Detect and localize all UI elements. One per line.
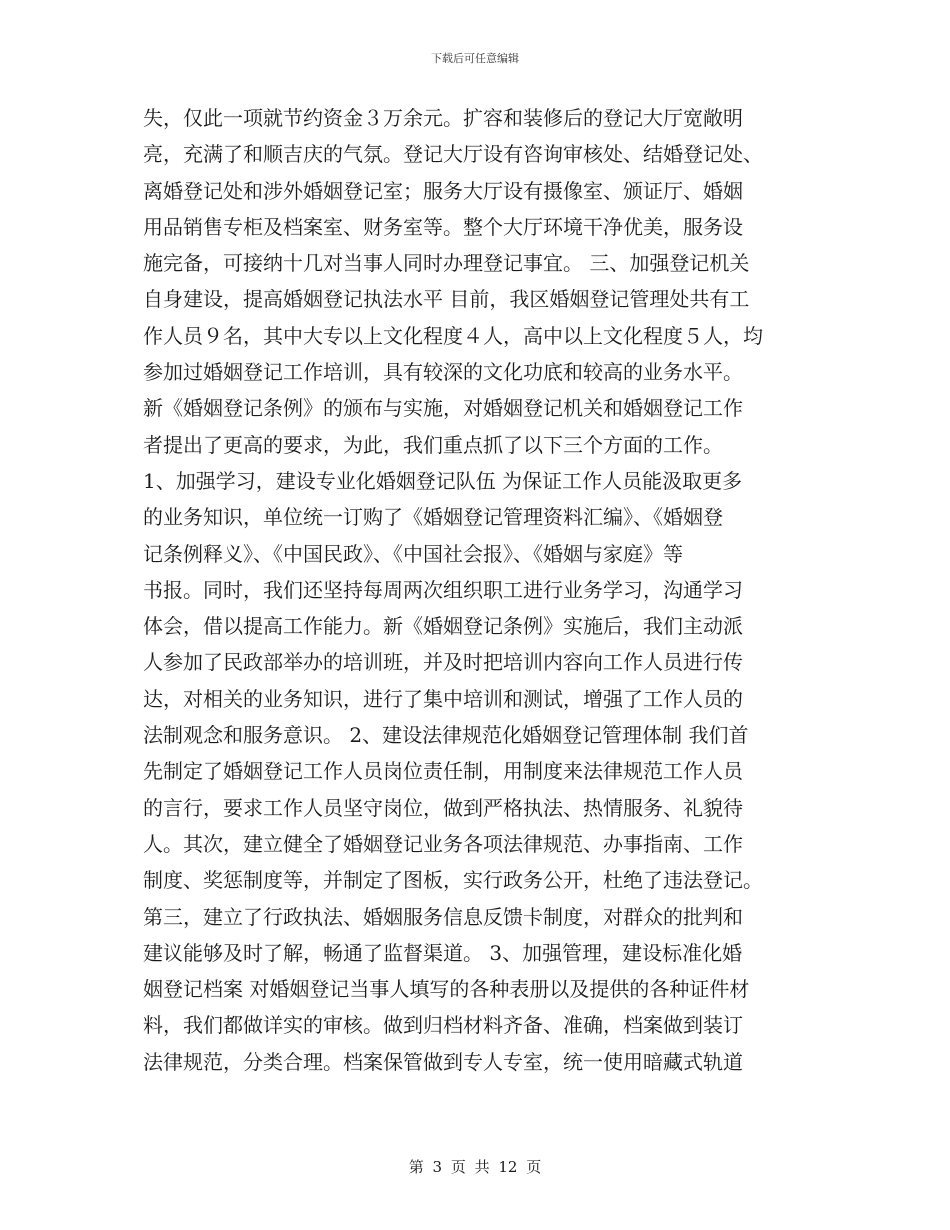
- text-line: 新《婚姻登记条例》的颁布与实施，对婚姻登记机关和婚姻登记工作: [143, 396, 743, 421]
- text-line: 作人员９名，其中大专以上文化程度４人，高中以上文化程度５人，均: [143, 323, 763, 348]
- text-line: 的言行，要求工作人员坚守岗位，做到严格执法、热情服务、礼貌待: [143, 795, 743, 820]
- text-line: 人参加了民政部举办的培训班，并及时把培训内容向工作人员进行传: [143, 650, 743, 675]
- text-line: 法律规范，分类合理。档案保管做到专人专室，统一使用暗藏式轨道: [143, 1049, 743, 1074]
- text-line: 施完备，可接纳十几对当事人同时办理登记事宜。 三、加强登记机关: [143, 251, 750, 276]
- text-line: 1、加强学习，建设专业化婚姻登记队伍 为保证工作人员能汲取更多: [143, 468, 743, 493]
- text-line: 的业务知识，单位统一订购了《婚姻登记管理资料汇编》、《婚姻登: [143, 505, 723, 530]
- text-line: 人。其次，建立健全了婚姻登记业务各项法律规范、办事指南、工作: [143, 831, 743, 856]
- text-line: 记条例释义》、《中国民政》、《中国社会报》、《婚姻与家庭》等: [143, 541, 683, 566]
- text-line: 用品销售专柜及档案室、财务室等。整个大厅环境干净优美，服务设: [143, 214, 743, 239]
- text-line: 建议能够及时了解，畅通了监督渠道。 3、加强管理，建设标准化婚: [143, 940, 743, 965]
- text-line: 制度、奖惩制度等，并制定了图板，实行政务公开，杜绝了违法登记。: [143, 868, 763, 893]
- text-line: 姻登记档案 对婚姻登记当事人填写的各种表册以及提供的各种证件材: [143, 977, 750, 1002]
- text-line: 失，仅此一项就节约资金３万余元。扩容和装修后的登记大厅宽敞明: [143, 106, 743, 130]
- text-line: 料，我们都做详实的审核。做到归档材料齐备、准确，档案做到装订: [143, 1013, 743, 1038]
- text-line: 体会，借以提高工作能力。新《婚姻登记条例》实施后，我们主动派: [143, 614, 743, 639]
- text-line: 先制定了婚姻登记工作人员岗位责任制，用制度来法律规范工作人员: [143, 759, 743, 784]
- text-line: 自身建设，提高婚姻登记执法水平 目前，我区婚姻登记管理处共有工: [143, 287, 750, 312]
- page-header: 下载后可任意编辑: [431, 52, 519, 65]
- text-line: 离婚登记处和涉外婚姻登记室；服务大厅设有摄像室、颁证厅、婚姻: [143, 178, 743, 203]
- text-line: 参加过婚姻登记工作培训，具有较深的文化功底和较高的业务水平。: [143, 360, 743, 385]
- page-number-footer: 第 3 页 共 12 页: [408, 1158, 542, 1176]
- text-line: 第三，建立了行政执法、婚姻服务信息反馈卡制度，对群众的批判和: [143, 904, 743, 929]
- text-line: 亮，充满了和顺吉庆的气氛。登记大厅设有咨询审核处、结婚登记处、: [143, 142, 763, 167]
- document-body: [143, 100, 807, 1080]
- text-line: 书报。同时，我们还坚持每周两次组织职工进行业务学习，沟通学习: [143, 577, 743, 602]
- text-line: 法制观念和服务意识。 2、建设法律规范化婚姻登记管理体制 我们首: [143, 723, 749, 748]
- text-line: 者提出了更高的要求，为此，我们重点抓了以下三个方面的工作。: [143, 432, 723, 457]
- text-line: 达，对相关的业务知识，进行了集中培训和测试，增强了工作人员的: [143, 686, 743, 711]
